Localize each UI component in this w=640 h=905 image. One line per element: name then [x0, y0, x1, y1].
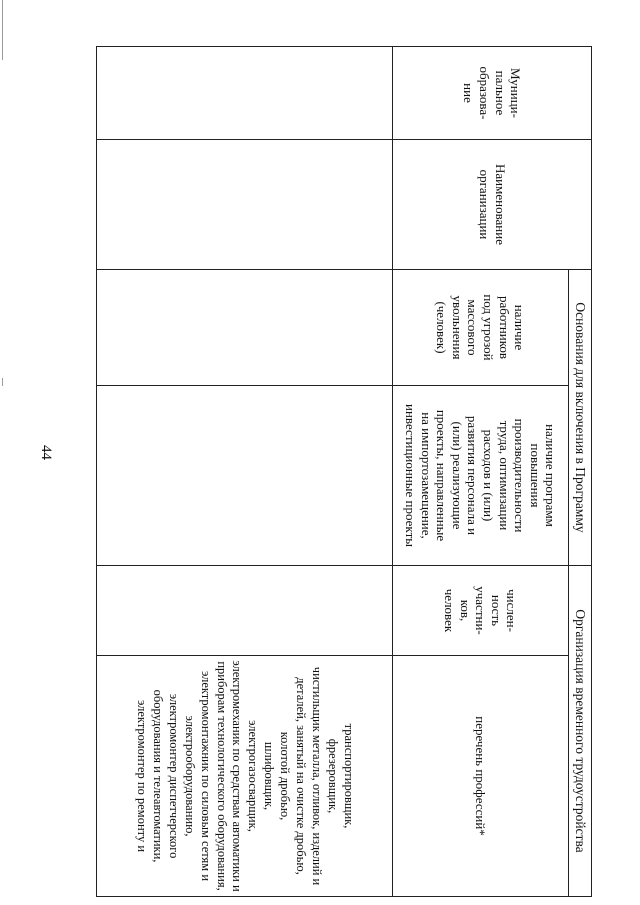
header-basis-group: Основания для включения в Программу	[569, 270, 592, 566]
profession-item: электромонтер диспетчерского оборудования и телеавтоматики,	[151, 689, 181, 863]
scan-mark-top	[2, 0, 3, 60]
header-temp-employment-group: Организация временного трудоустройства	[569, 566, 592, 897]
profession-item: электромонтер по ремонту и	[135, 699, 150, 853]
profession-item: шлифовщик,	[262, 741, 277, 811]
rotated-table-container	[96, 46, 592, 896]
header-professions-list: перечень профессий*	[393, 656, 569, 897]
profession-item: электромонтажник по силовым сетям и электрооборудованию,	[182, 670, 213, 882]
profession-item: чистильщик металла, отливок, изделий и деталей, занятый на очистке дробью, колотой дробью,	[278, 666, 324, 886]
header-municipality: Муници- пальное образова- ние	[393, 47, 592, 140]
cell-municipality	[97, 47, 393, 140]
header-workers-threatened: наличие работников под угрозой массового увольнения (человек)	[393, 270, 569, 386]
profession-item: электромеханик по средствам автоматики и приборам технологического оборудования,	[214, 660, 245, 892]
profession-item: транспортировщик,	[341, 723, 356, 829]
cell-participants-count	[97, 566, 393, 656]
profession-item: электрогазосварщик,	[246, 720, 261, 832]
page-number: 44	[38, 445, 54, 460]
cell-workers-threatened	[97, 270, 393, 386]
header-program-presence: наличие программ повышения производительности труда, оптимизации расходов и (или) развития персонала и (или) реализующие проекты, направленные на импортозамещение, инвестиционные проекты	[393, 386, 569, 566]
cell-professions-list	[97, 656, 393, 897]
scan-mark-mid	[2, 378, 3, 386]
employment-program-table	[96, 46, 592, 897]
cell-program-presence	[97, 386, 393, 566]
header-organization-name: Наименование организации	[393, 140, 592, 270]
profession-item: фрезеровщик,	[325, 738, 340, 814]
header-participants-count: числен- ность участни- ков, человек	[393, 566, 569, 656]
cell-organization-name	[97, 140, 393, 270]
